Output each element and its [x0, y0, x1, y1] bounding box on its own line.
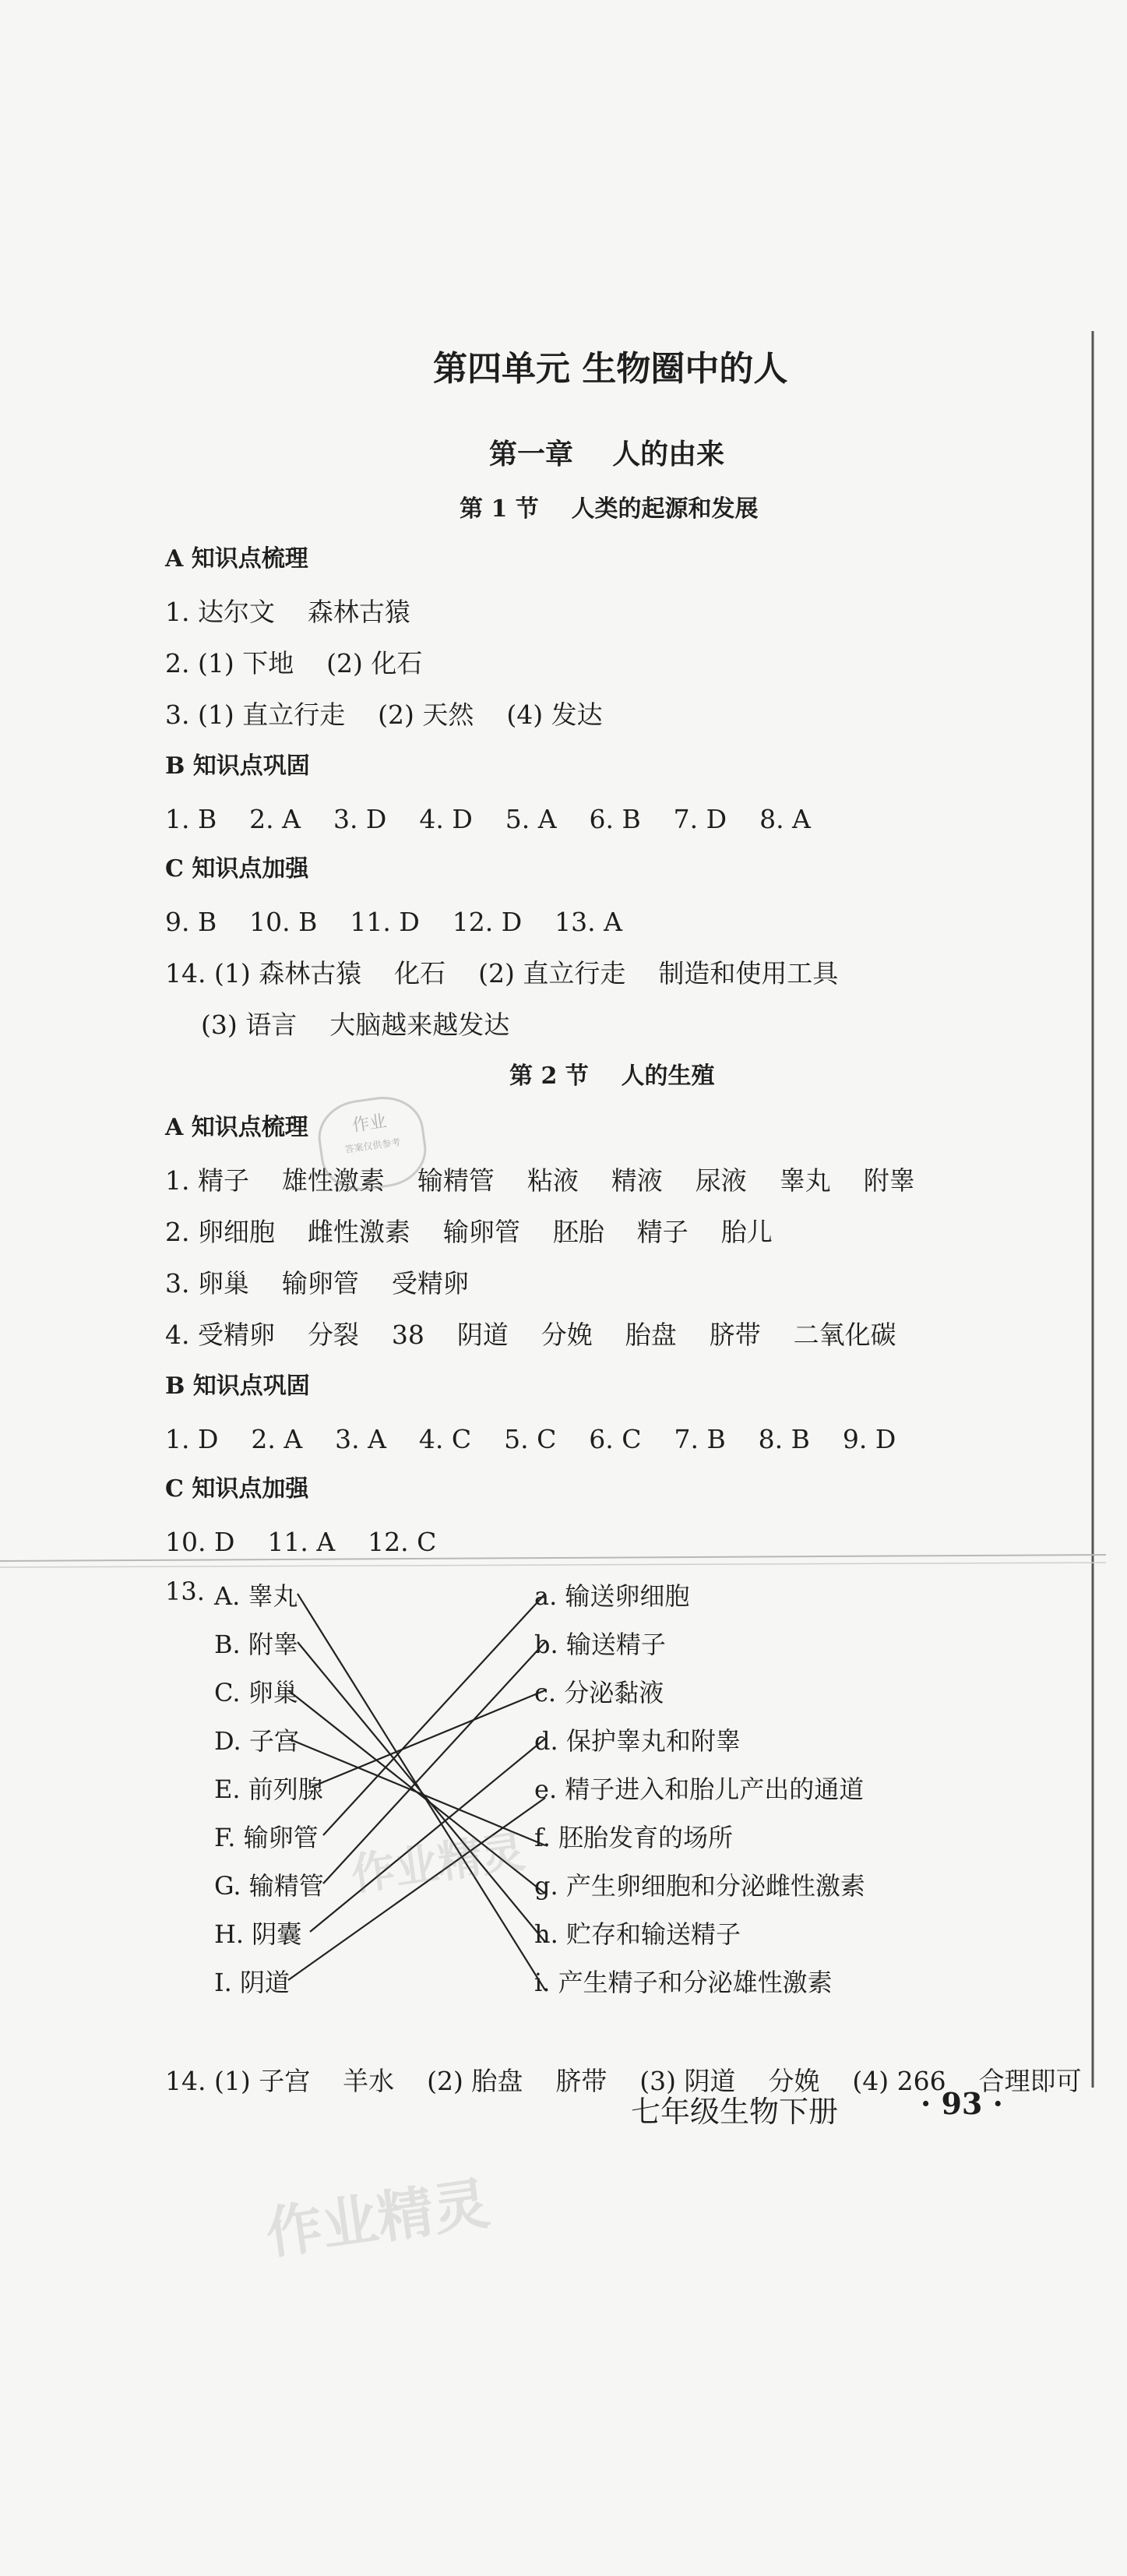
match-left-item: C. 卵巢 — [214, 1678, 298, 1707]
match-left-item: A. 睾丸 — [214, 1581, 298, 1611]
match-right-item: d. 保护睾丸和附睾 — [534, 1726, 741, 1756]
chapter-title: 第一章 人的由来 — [489, 438, 725, 470]
section2-a-line: 4. 受精卵 分裂 38 阴道 分娩 胎盘 脐带 二氧化碳 — [165, 1320, 896, 1350]
match-right-item: h. 贮存和输送精子 — [534, 1919, 741, 1949]
section2-a-line: 1. 精子 雄性激素 输精管 粘液 精液 尿液 睾丸 附睾 — [165, 1165, 915, 1196]
section1-c-line: (3) 语言 大脑越来越发达 — [201, 1010, 510, 1040]
watermark-text: 作业精灵 — [348, 1826, 529, 1901]
section2-a-label: A 知识点梳理 — [165, 1114, 308, 1141]
section2-a-line: 3. 卵巢 输卵管 受精卵 — [165, 1268, 469, 1299]
stamp-text: 作业 — [350, 1112, 388, 1136]
book-title: 七年级生物下册 — [631, 2095, 839, 2129]
match-lines — [288, 1594, 545, 1990]
match-right-item: i. 产生精子和分泌雄性激素 — [534, 1968, 833, 1997]
section2-b-label: B 知识点巩固 — [165, 1373, 310, 1400]
q14-answer: 14. (1) 子宫 羊水 (2) 胎盘 脐带 (3) 阴道 分娩 (4) 266 合理即可 — [165, 2066, 1082, 2096]
section1-title: 第 1 节 人类的起源和发展 — [460, 495, 759, 523]
section1-a-line: 1. 达尔文 森林古猿 — [165, 597, 410, 627]
match-left-item: B. 附睾 — [214, 1630, 298, 1659]
match-right-item: e. 精子进入和胎儿产出的通道 — [534, 1774, 865, 1804]
section1-a-line: 2. (1) 下地 (2) 化石 — [165, 648, 423, 678]
section1-c-line: 9. B 10. B 11. D 12. D 13. A — [165, 907, 622, 937]
stamp-subtext: 答案仅供参考 — [343, 1136, 402, 1155]
match-left-item: H. 阴囊 — [214, 1919, 302, 1949]
section2-a-line: 2. 卵细胞 雌性激素 输卵管 胚胎 精子 胎儿 — [165, 1217, 773, 1247]
match-right-item: b. 输送精子 — [534, 1630, 666, 1659]
match-left-item: F. 输卵管 — [214, 1823, 319, 1852]
section2-title: 第 2 节 人的生殖 — [509, 1062, 715, 1090]
match-left-item: D. 子宫 — [214, 1726, 299, 1756]
section1-b-line: 1. B 2. A 3. D 4. D 5. A 6. B 7. D 8. A — [165, 804, 811, 834]
watermark-text: 作业精灵 — [262, 2170, 494, 2267]
section2-b-line: 1. D 2. A 3. A 4. C 5. C 6. C 7. B 8. B 9. D — [165, 1424, 896, 1454]
section2-c-label: C 知识点加强 — [165, 1475, 309, 1503]
unit-title: 第四单元 生物圈中的人 — [433, 349, 788, 389]
page-number: · 93 · — [921, 2086, 1003, 2121]
match-left-item: I. 阴道 — [214, 1968, 290, 1997]
section2-c-line: 10. D 11. A 12. C — [165, 1527, 437, 1557]
section1-c-line: 14. (1) 森林古猿 化石 (2) 直立行走 制造和使用工具 — [165, 958, 839, 988]
match-right-item: a. 输送卵细胞 — [534, 1581, 690, 1611]
section1-b-label: B 知识点巩固 — [165, 752, 310, 780]
match-line-b-h — [298, 1642, 545, 1942]
match-left-item: G. 输精管 — [214, 1871, 324, 1901]
q13-number: 13. — [165, 1577, 205, 1606]
fold-line — [0, 1563, 1106, 1567]
section1-c-label: C 知识点加强 — [165, 855, 309, 883]
match-line-e-c — [312, 1690, 545, 1787]
match-right-item: f. 胚胎发育的场所 — [534, 1823, 734, 1852]
section1-a-line: 3. (1) 直立行走 (2) 天然 (4) 发达 — [165, 700, 603, 730]
match-left-item: E. 前列腺 — [214, 1774, 323, 1804]
fold-line — [0, 1555, 1106, 1561]
match-right-item: c. 分泌黏液 — [534, 1678, 664, 1707]
section1-a-label: A 知识点梳理 — [165, 545, 308, 573]
match-right-item: g. 产生卵细胞和分泌雌性激素 — [534, 1871, 865, 1901]
